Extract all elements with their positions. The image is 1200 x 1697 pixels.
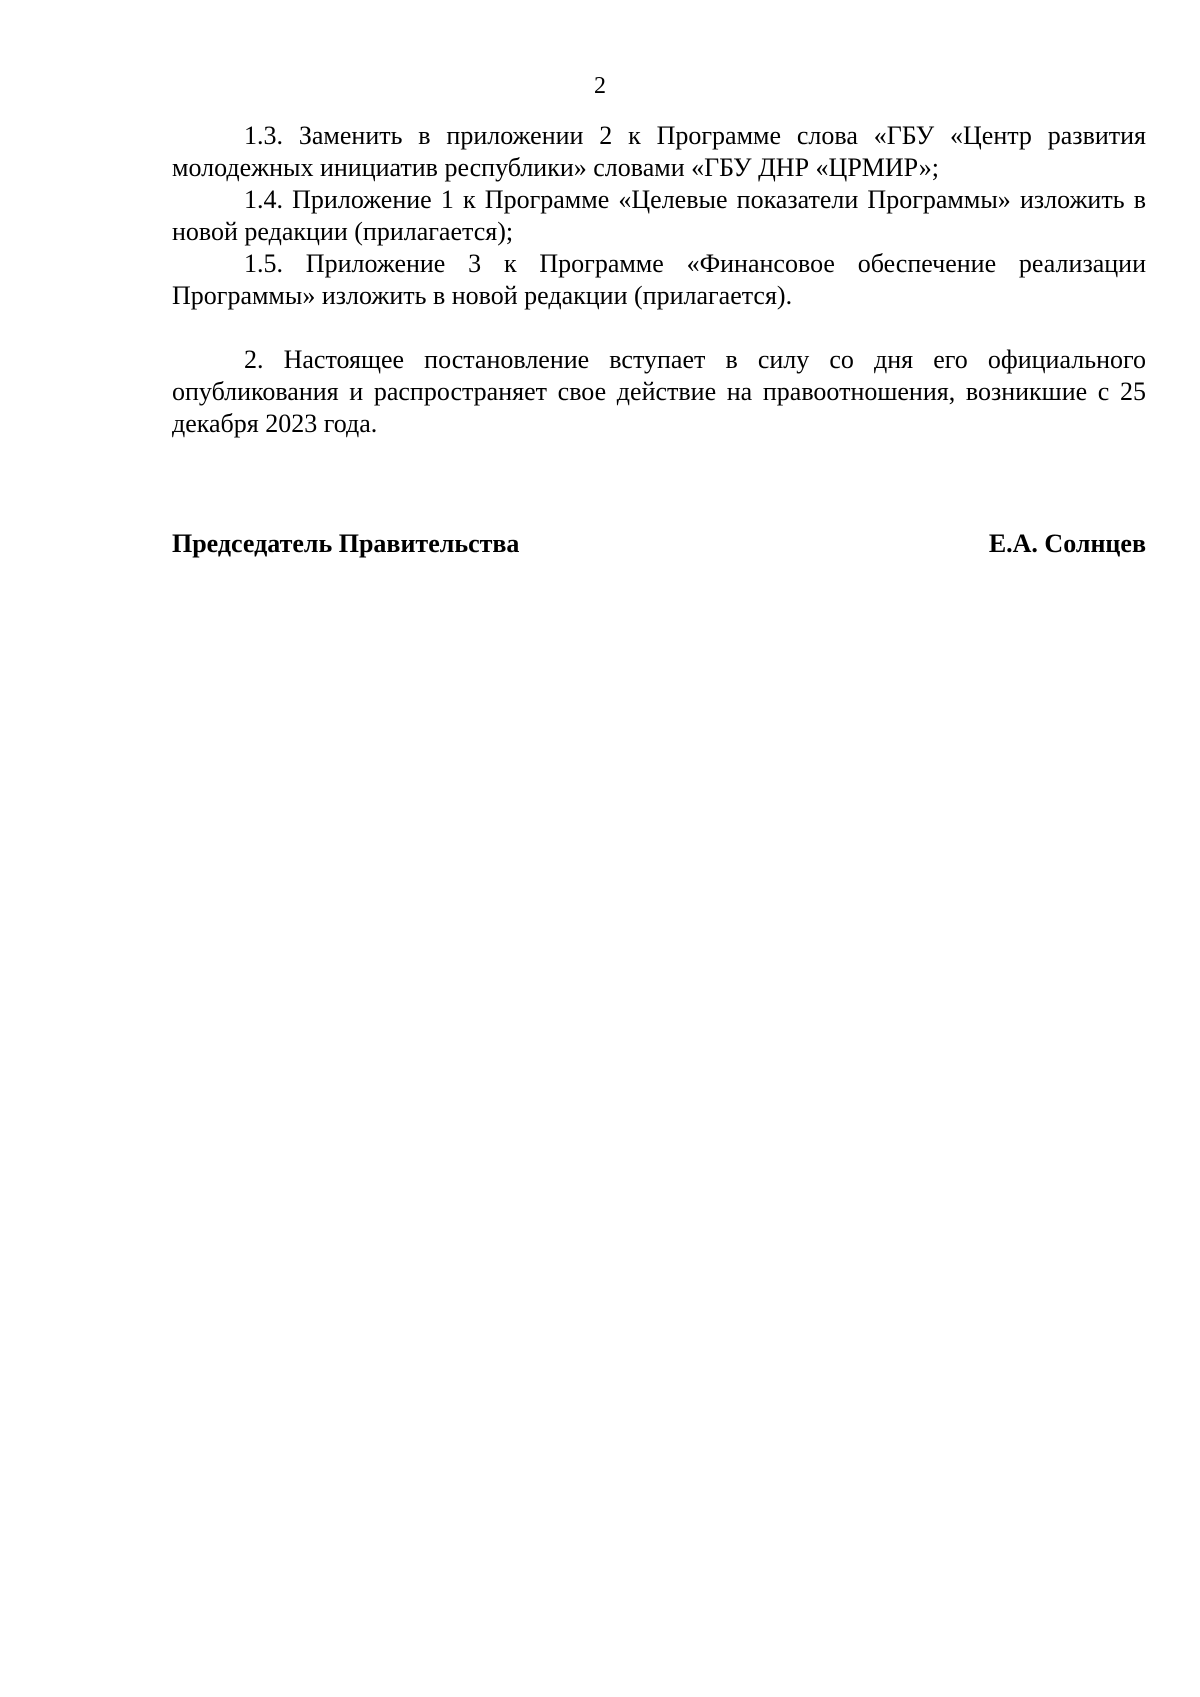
signatory-position: Председатель Правительства <box>172 529 520 558</box>
paragraph-1-5: 1.5. Приложение 3 к Программе «Финансовое обеспечение реализации Программы» изложить в новой редакции (прилагается). <box>172 249 1146 310</box>
paragraph-2: 2. Настоящее постановление вступает в силу со дня его официального опубликования и распространяет свое действие на правоотношения, возникшие с 25 декабря 2023 года. <box>172 345 1146 438</box>
signatory-name: Е.А. Солнцев <box>988 529 1146 558</box>
document-body <box>172 120 1146 440</box>
paragraph-1-4: 1.4. Приложение 1 к Программе «Целевые показатели Программы» изложить в новой редакции (прилагается); <box>172 185 1146 246</box>
paragraph-1-3: 1.3. Заменить в приложении 2 к Программе слова «ГБУ «Центр развития молодежных инициатив республики» словами «ГБУ ДНР «ЦРМИР»; <box>172 121 1146 182</box>
signature-block <box>172 528 1146 560</box>
page-number: 2 <box>594 73 606 99</box>
